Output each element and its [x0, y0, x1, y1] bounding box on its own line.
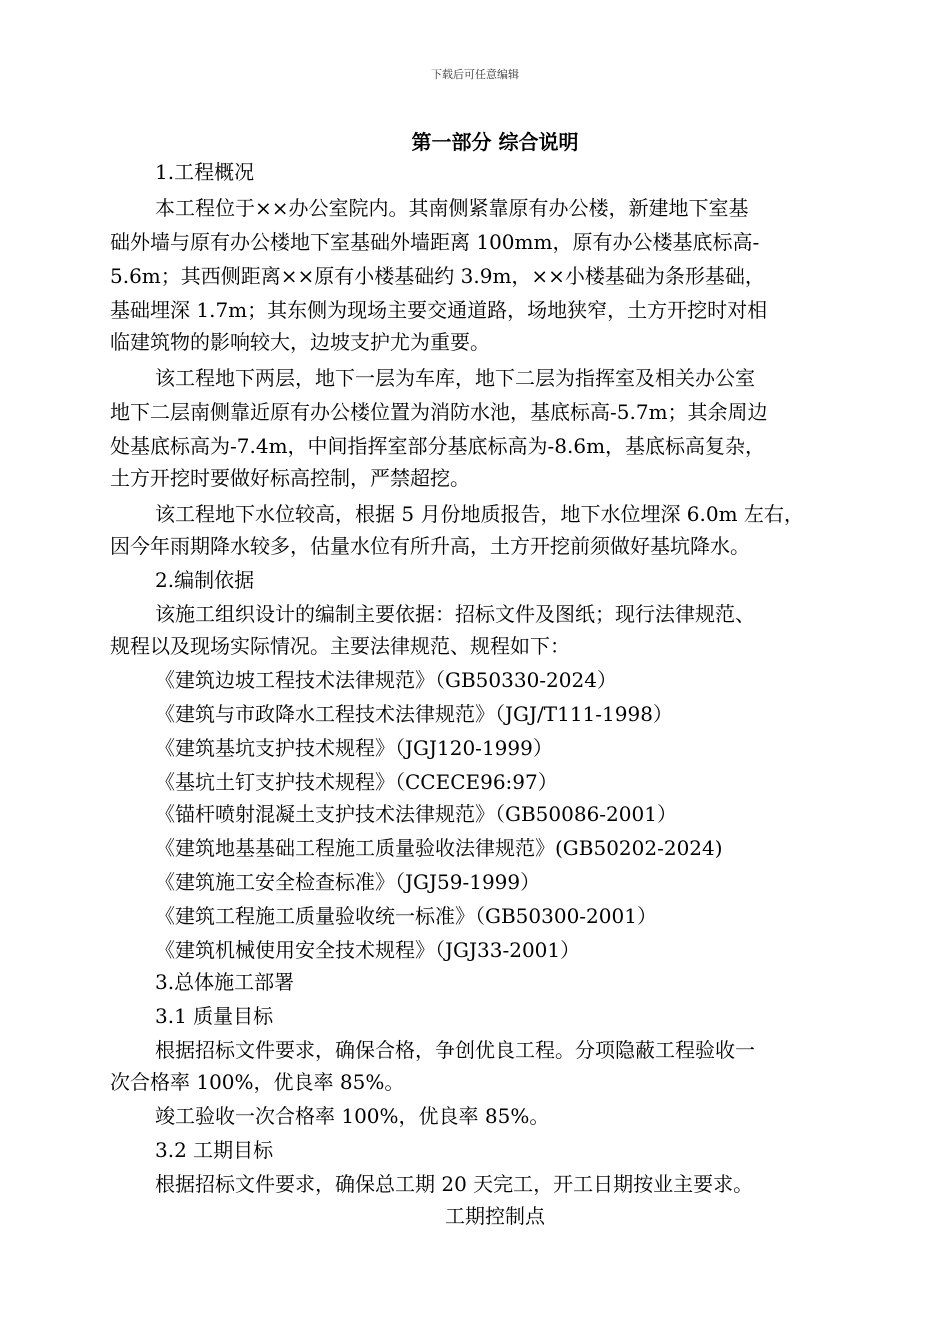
text-line: 该工程地下两层，地下一层为车库，地下二层为指挥室及相关办公室 [155, 366, 755, 390]
text-line: 《建筑边坡工程技术法律规范》（GB50330-2024） [155, 668, 617, 692]
text-line: 因今年雨期降水较多，估量水位有所升高，土方开挖前须做好基坑降水。 [110, 534, 750, 558]
text-line: 临建筑物的影响较大，边坡支护尤为重要。 [110, 330, 490, 354]
text-line: 土方开挖时要做好标高控制，严禁超挖。 [110, 466, 470, 490]
text-line: 本工程位于××办公室院内。其南侧紧靠原有办公楼，新建地下室基 [155, 196, 749, 220]
text-line: 《建筑基坑支护技术规程》（JGJ120-1999） [155, 736, 553, 760]
text-line: 5.6m；其西侧距离××原有小楼基础约 3.9m，××小楼基础为条形基础， [110, 264, 765, 288]
text-line: 该施工组织设计的编制主要依据：招标文件及图纸；现行法律规范、 [155, 602, 755, 626]
text-line: 3.总体施工部署 [155, 970, 295, 994]
text-line: 根据招标文件要求，确保合格，争创优良工程。分项隐蔽工程验收一 [155, 1038, 755, 1062]
text-line: 础外墙与原有办公楼地下室基础外墙距离 100mm，原有办公楼基底标高- [110, 230, 760, 254]
text-line: 根据招标文件要求，确保总工期 20 天完工，开工日期按业主要求。 [155, 1172, 754, 1196]
text-line: 竣工验收一次合格率 100%，优良率 85%。 [155, 1104, 550, 1128]
text-line: 该工程地下水位较高，根据 5 月份地质报告，地下水位埋深 6.0m 左右， [155, 502, 804, 526]
text-line: 处基底标高为-7.4m，中间指挥室部分基底标高为-8.6m，基底标高复杂， [110, 434, 766, 458]
text-line: 《建筑与市政降水工程技术法律规范》（JGJ/T111-1998） [155, 702, 673, 726]
text-line: 3.2 工期目标 [155, 1138, 274, 1162]
text-line: 《建筑施工安全检查标准》（JGJ59-1999） [155, 870, 541, 894]
text-line: 地下二层南侧靠近原有办公楼位置为消防水池，基底标高-5.7m；其余周边 [110, 400, 768, 424]
text-line: 《建筑工程施工质量验收统一标准》（GB50300-2001） [155, 904, 657, 928]
text-line: 《锚杆喷射混凝土支护技术法律规范》（GB50086-2001） [155, 802, 677, 826]
section-title: 第一部分 综合说明 [411, 130, 579, 154]
text-line: 3.1 质量目标 [155, 1004, 274, 1028]
text-line: 1.工程概况 [155, 160, 255, 184]
text-line: 规程以及现场实际情况。主要法律规范、规程如下： [110, 634, 570, 658]
text-line: 基础埋深 1.7m；其东侧为现场主要交通道路，场地狭窄，土方开挖时对相 [110, 298, 768, 322]
table-caption: 工期控制点 [445, 1204, 545, 1228]
text-line: 《建筑机械使用安全技术规程》（JGJ33-2001） [155, 938, 581, 962]
text-line: 次合格率 100%，优良率 85%。 [110, 1070, 405, 1094]
text-line: 《建筑地基基础工程施工质量验收法律规范》(GB50202-2024) [155, 836, 723, 860]
text-line: 2.编制依据 [155, 568, 255, 592]
text-line: 《基坑土钉支护技术规程》（CCECE96:97） [155, 770, 558, 794]
page-header: 下载后可任意编辑 [431, 68, 519, 81]
